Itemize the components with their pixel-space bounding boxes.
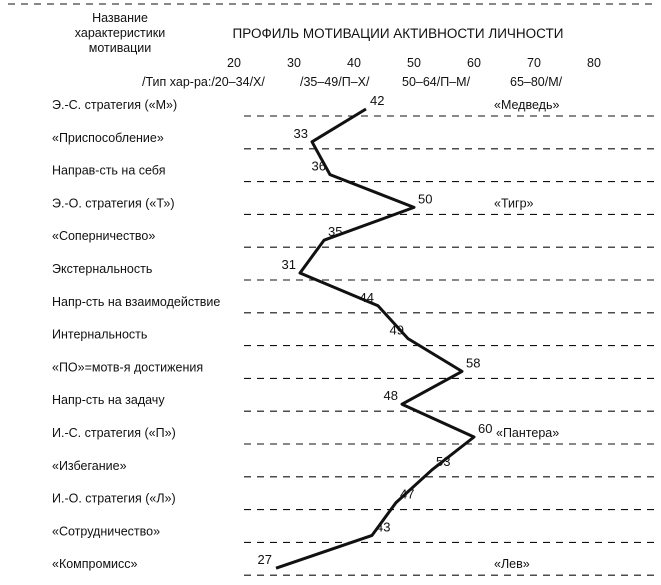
row-label: Напр-сть на взаимодействие — [52, 294, 221, 309]
value-label: 35 — [328, 224, 343, 240]
row-label: «Сотрудничество» — [52, 524, 161, 539]
type-range-2: /35–49/П–Х/ — [300, 75, 370, 89]
row-label: И.-О. стратегия («Л») — [52, 491, 176, 506]
x-tick-label: 50 — [407, 56, 421, 70]
row-header-line-2: характеристики — [74, 26, 166, 40]
value-label: 27 — [257, 552, 272, 568]
row-label: «ПО»=мотв-я достижения — [52, 360, 204, 375]
row-label: Напр-сть на задачу — [52, 393, 165, 408]
type-range-4: 65–80/М/ — [510, 75, 563, 89]
row-label: «Избегание» — [52, 458, 127, 473]
row-label: «Соперничество» — [52, 229, 156, 244]
value-label: 31 — [281, 257, 296, 272]
x-tick-label: 80 — [587, 56, 601, 70]
value-label: 58 — [466, 355, 481, 371]
value-label: 53 — [436, 453, 451, 469]
row-header-line-1: Название — [92, 11, 148, 25]
value-label: 44 — [359, 289, 374, 305]
x-tick-label: 30 — [287, 56, 301, 70]
row-label: Направ-сть на себя — [52, 163, 166, 178]
type-range-3: 50–64/П–М/ — [402, 75, 471, 89]
value-label: 47 — [400, 486, 415, 502]
type-range-1: /Тип хар-ра:/20–34/Х/ — [142, 75, 265, 89]
row-label: Экстернальность — [52, 262, 153, 276]
value-label: 50 — [418, 191, 433, 207]
type-annotation: «Тигр» — [494, 196, 534, 211]
x-tick-label: 20 — [227, 56, 241, 70]
type-annotation: «Медведь» — [494, 98, 560, 112]
row-label: И.-С. стратегия («П») — [52, 426, 176, 440]
x-tick-label: 40 — [347, 56, 361, 70]
row-label: «Приспособление» — [52, 130, 164, 145]
row-label: Э.-С. стратегия («М») — [52, 98, 178, 112]
value-label: 36 — [311, 158, 326, 174]
profile-line — [276, 109, 474, 568]
value-label: 48 — [383, 388, 398, 404]
row-label: «Компромисс» — [52, 557, 138, 572]
value-label: 33 — [293, 125, 308, 141]
row-label: Интернальность — [52, 327, 148, 342]
value-label: 49 — [389, 322, 404, 338]
type-annotation: «Пантера» — [496, 426, 560, 440]
x-tick-label: 70 — [527, 56, 541, 70]
x-tick-label: 60 — [467, 56, 481, 70]
chart-title: ПРОФИЛЬ МОТИВАЦИИ АКТИВНОСТИ ЛИЧНОСТИ — [232, 26, 564, 41]
value-label: 60 — [478, 421, 493, 436]
row-header-line-3: мотивации — [88, 41, 152, 55]
value-label: 43 — [376, 519, 391, 535]
type-annotation: «Лев» — [494, 557, 530, 572]
row-label: Э.-О. стратегия («Т») — [52, 196, 175, 211]
value-label: 42 — [370, 93, 385, 108]
